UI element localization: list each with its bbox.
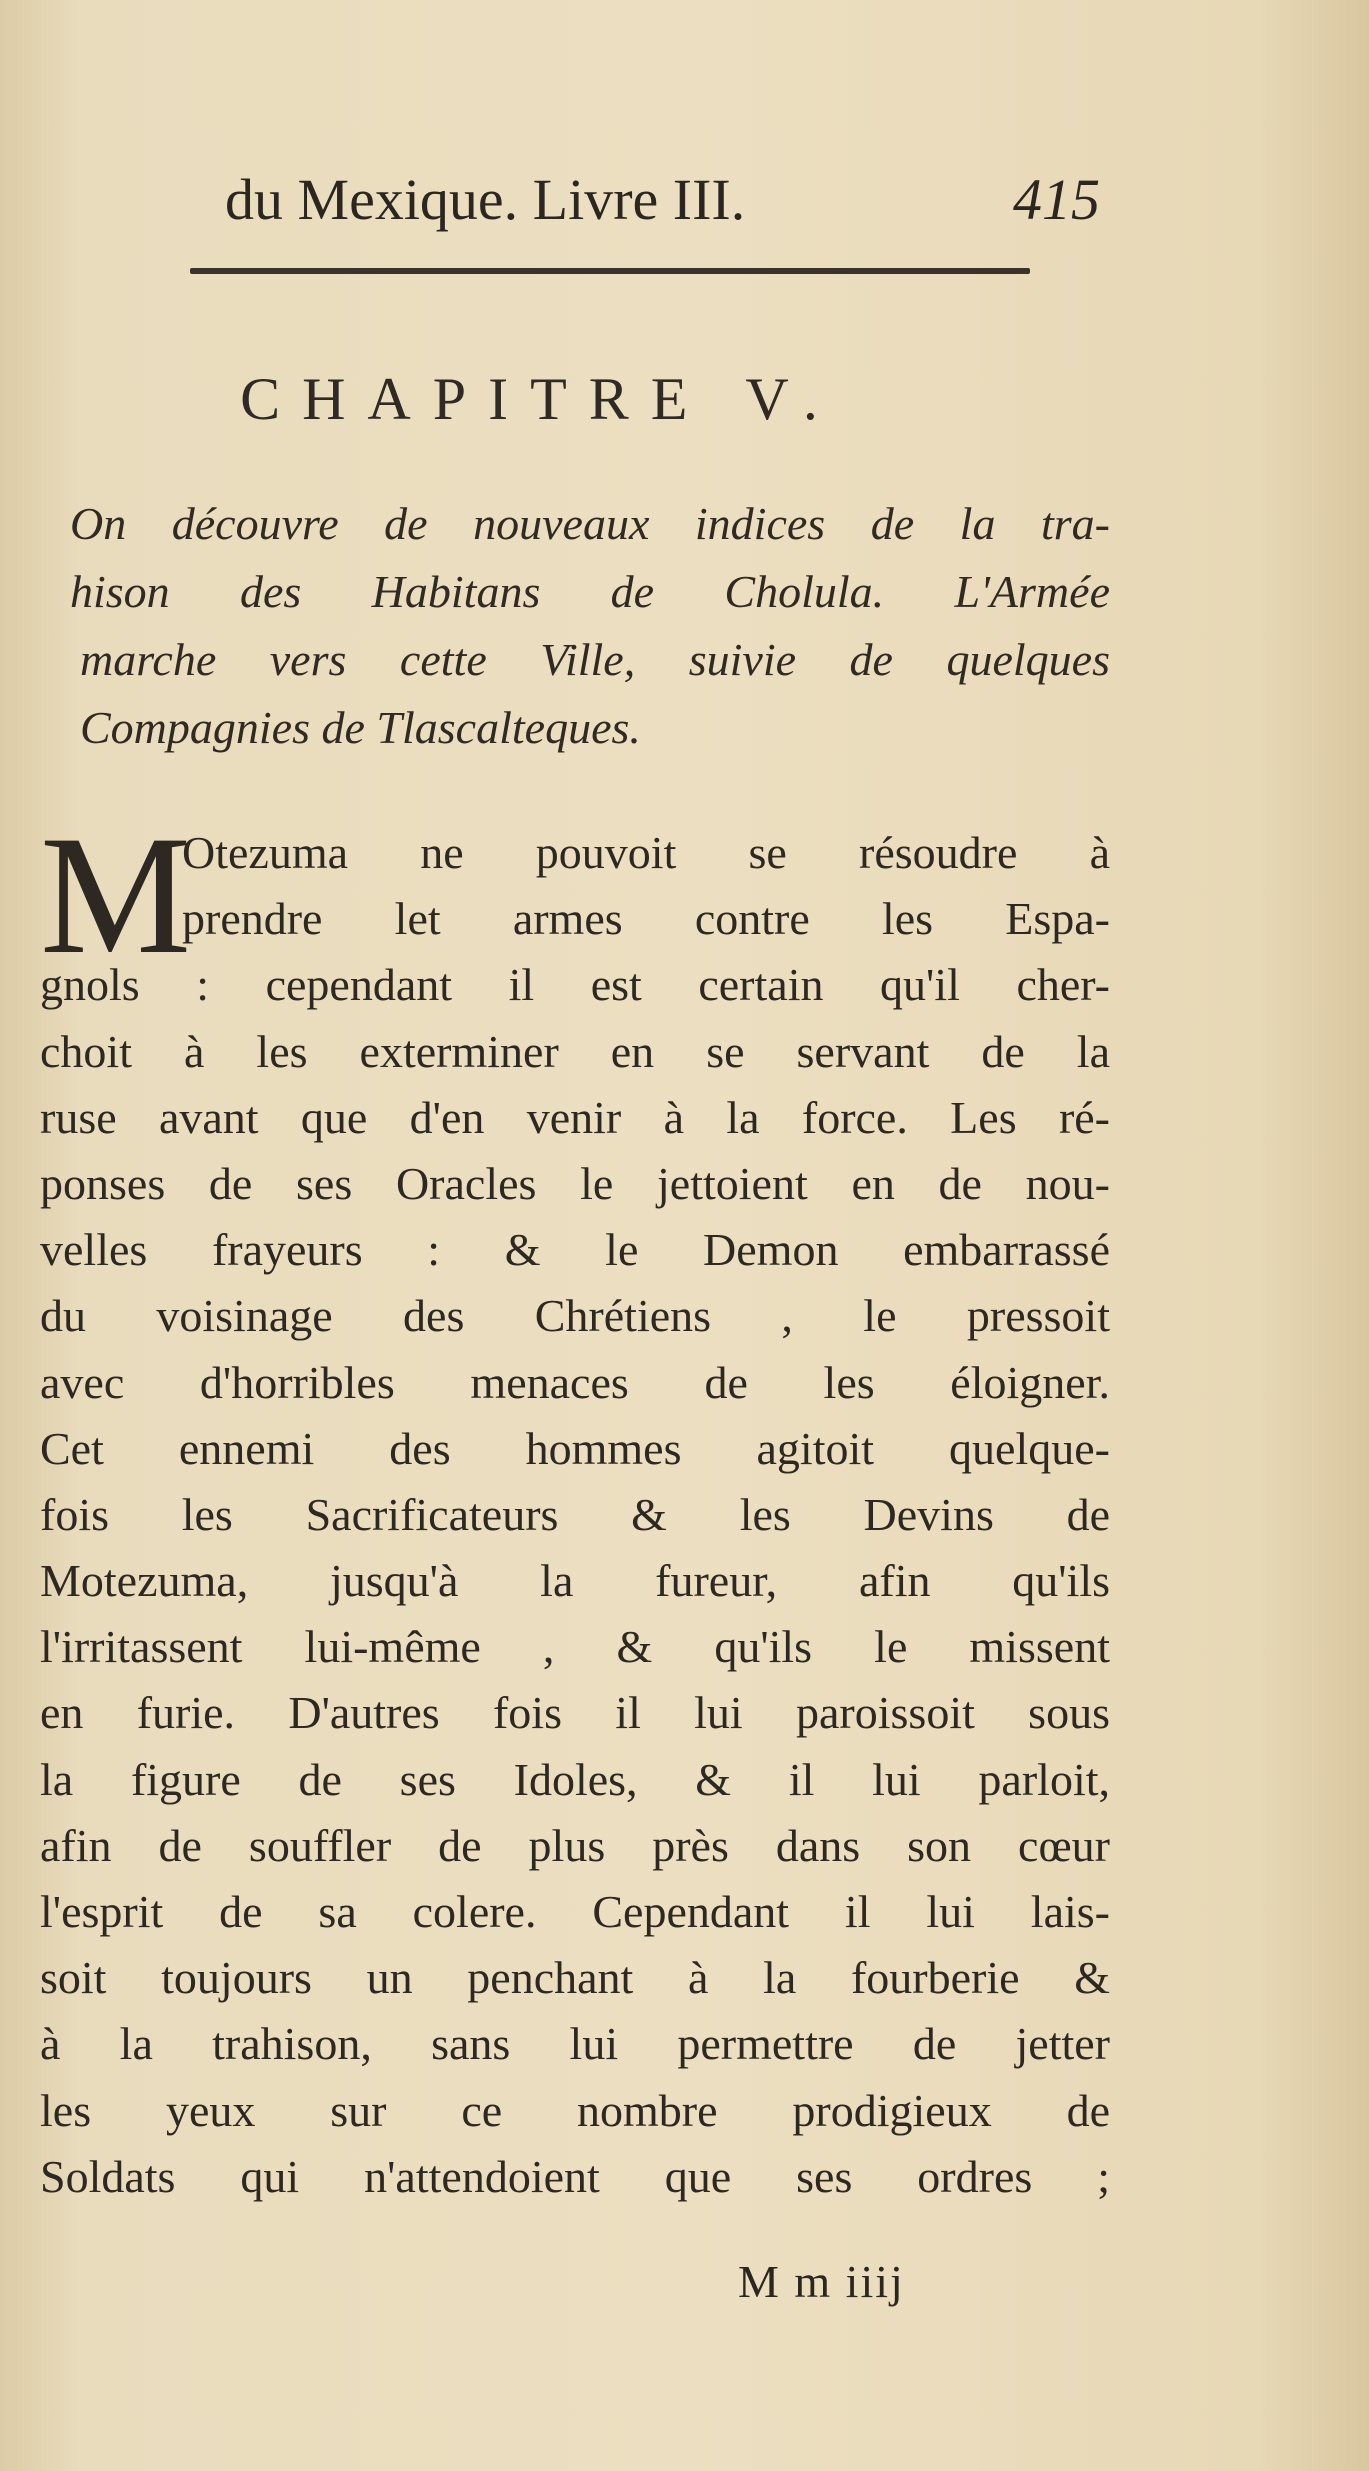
- text-line: afin de souffler de plus près dans son cœur: [40, 1819, 1110, 1871]
- text-line: à la trahison, sans lui permettre de jetter: [40, 2018, 1110, 2070]
- summary-line: Compagnies de Tlascalteques.: [80, 702, 641, 753]
- text-line: fois les Sacrificateurs & les Devins de: [40, 1488, 1110, 1540]
- drop-capital: M: [40, 801, 192, 989]
- text-line: soit toujours un penchant à la fourberie &: [40, 1952, 1110, 2004]
- text-line: choit à les exterminer en se servant de la: [40, 1025, 1110, 1077]
- text-line: velles frayeurs : & le Demon embarrassé: [40, 1224, 1110, 1276]
- text-line: les yeux sur ce nombre prodigieux de: [40, 2084, 1110, 2136]
- page-number: 415: [1013, 167, 1100, 232]
- text-line: ruse avant que d'en venir à la force. Les ré-: [40, 1091, 1110, 1143]
- running-head: [190, 150, 1100, 250]
- text-line: la figure de ses Idoles, & il lui parloit,: [40, 1753, 1110, 1805]
- body-text: [40, 801, 1110, 2210]
- text-line: l'esprit de sa colere. Cependant il lui lais-: [40, 1886, 1110, 1937]
- chapter-summary: [70, 490, 1110, 762]
- text-line: Cet ennemi des hommes agitoit quelque-: [40, 1422, 1110, 1474]
- text-line: Soldats qui n'attendoient que ses ordres ;: [40, 2150, 1110, 2202]
- summary-line: hison des Habitans de Cholula. L'Armée: [70, 566, 1110, 617]
- chapter-heading: CHAPITRE V.: [240, 366, 840, 432]
- text-line: ponses de ses Oracles le jettoient en de nou-: [40, 1157, 1110, 1209]
- summary-line: On découvre de nouveaux indices de la tra-: [70, 498, 1110, 549]
- running-head-title: du Mexique. Livre III.: [225, 167, 746, 232]
- text-line: gnols : cependant il est certain qu'il cher-: [40, 959, 1110, 1011]
- text-line: en furie. D'autres fois il lui paroissoit sous: [40, 1687, 1110, 1739]
- text-line: avec d'horribles menaces de les éloigner.: [40, 1356, 1110, 1408]
- text-line: du voisinage des Chrétiens , le pressoit: [40, 1290, 1110, 1342]
- summary-line: marche vers cette Ville, suivie de quelques: [80, 634, 1110, 685]
- header-rule: [190, 268, 1030, 274]
- text-line: Otezuma ne pouvoit se résoudre à: [182, 827, 1110, 878]
- text-line: l'irritassent lui-même , & qu'ils le missent: [40, 1621, 1110, 1673]
- text-line: Motezuma, jusqu'à la fureur, afin qu'ils: [40, 1555, 1110, 1607]
- signature-mark: M m iiij: [738, 2256, 905, 2307]
- text-line: prendre let armes contre les Espa-: [182, 893, 1110, 945]
